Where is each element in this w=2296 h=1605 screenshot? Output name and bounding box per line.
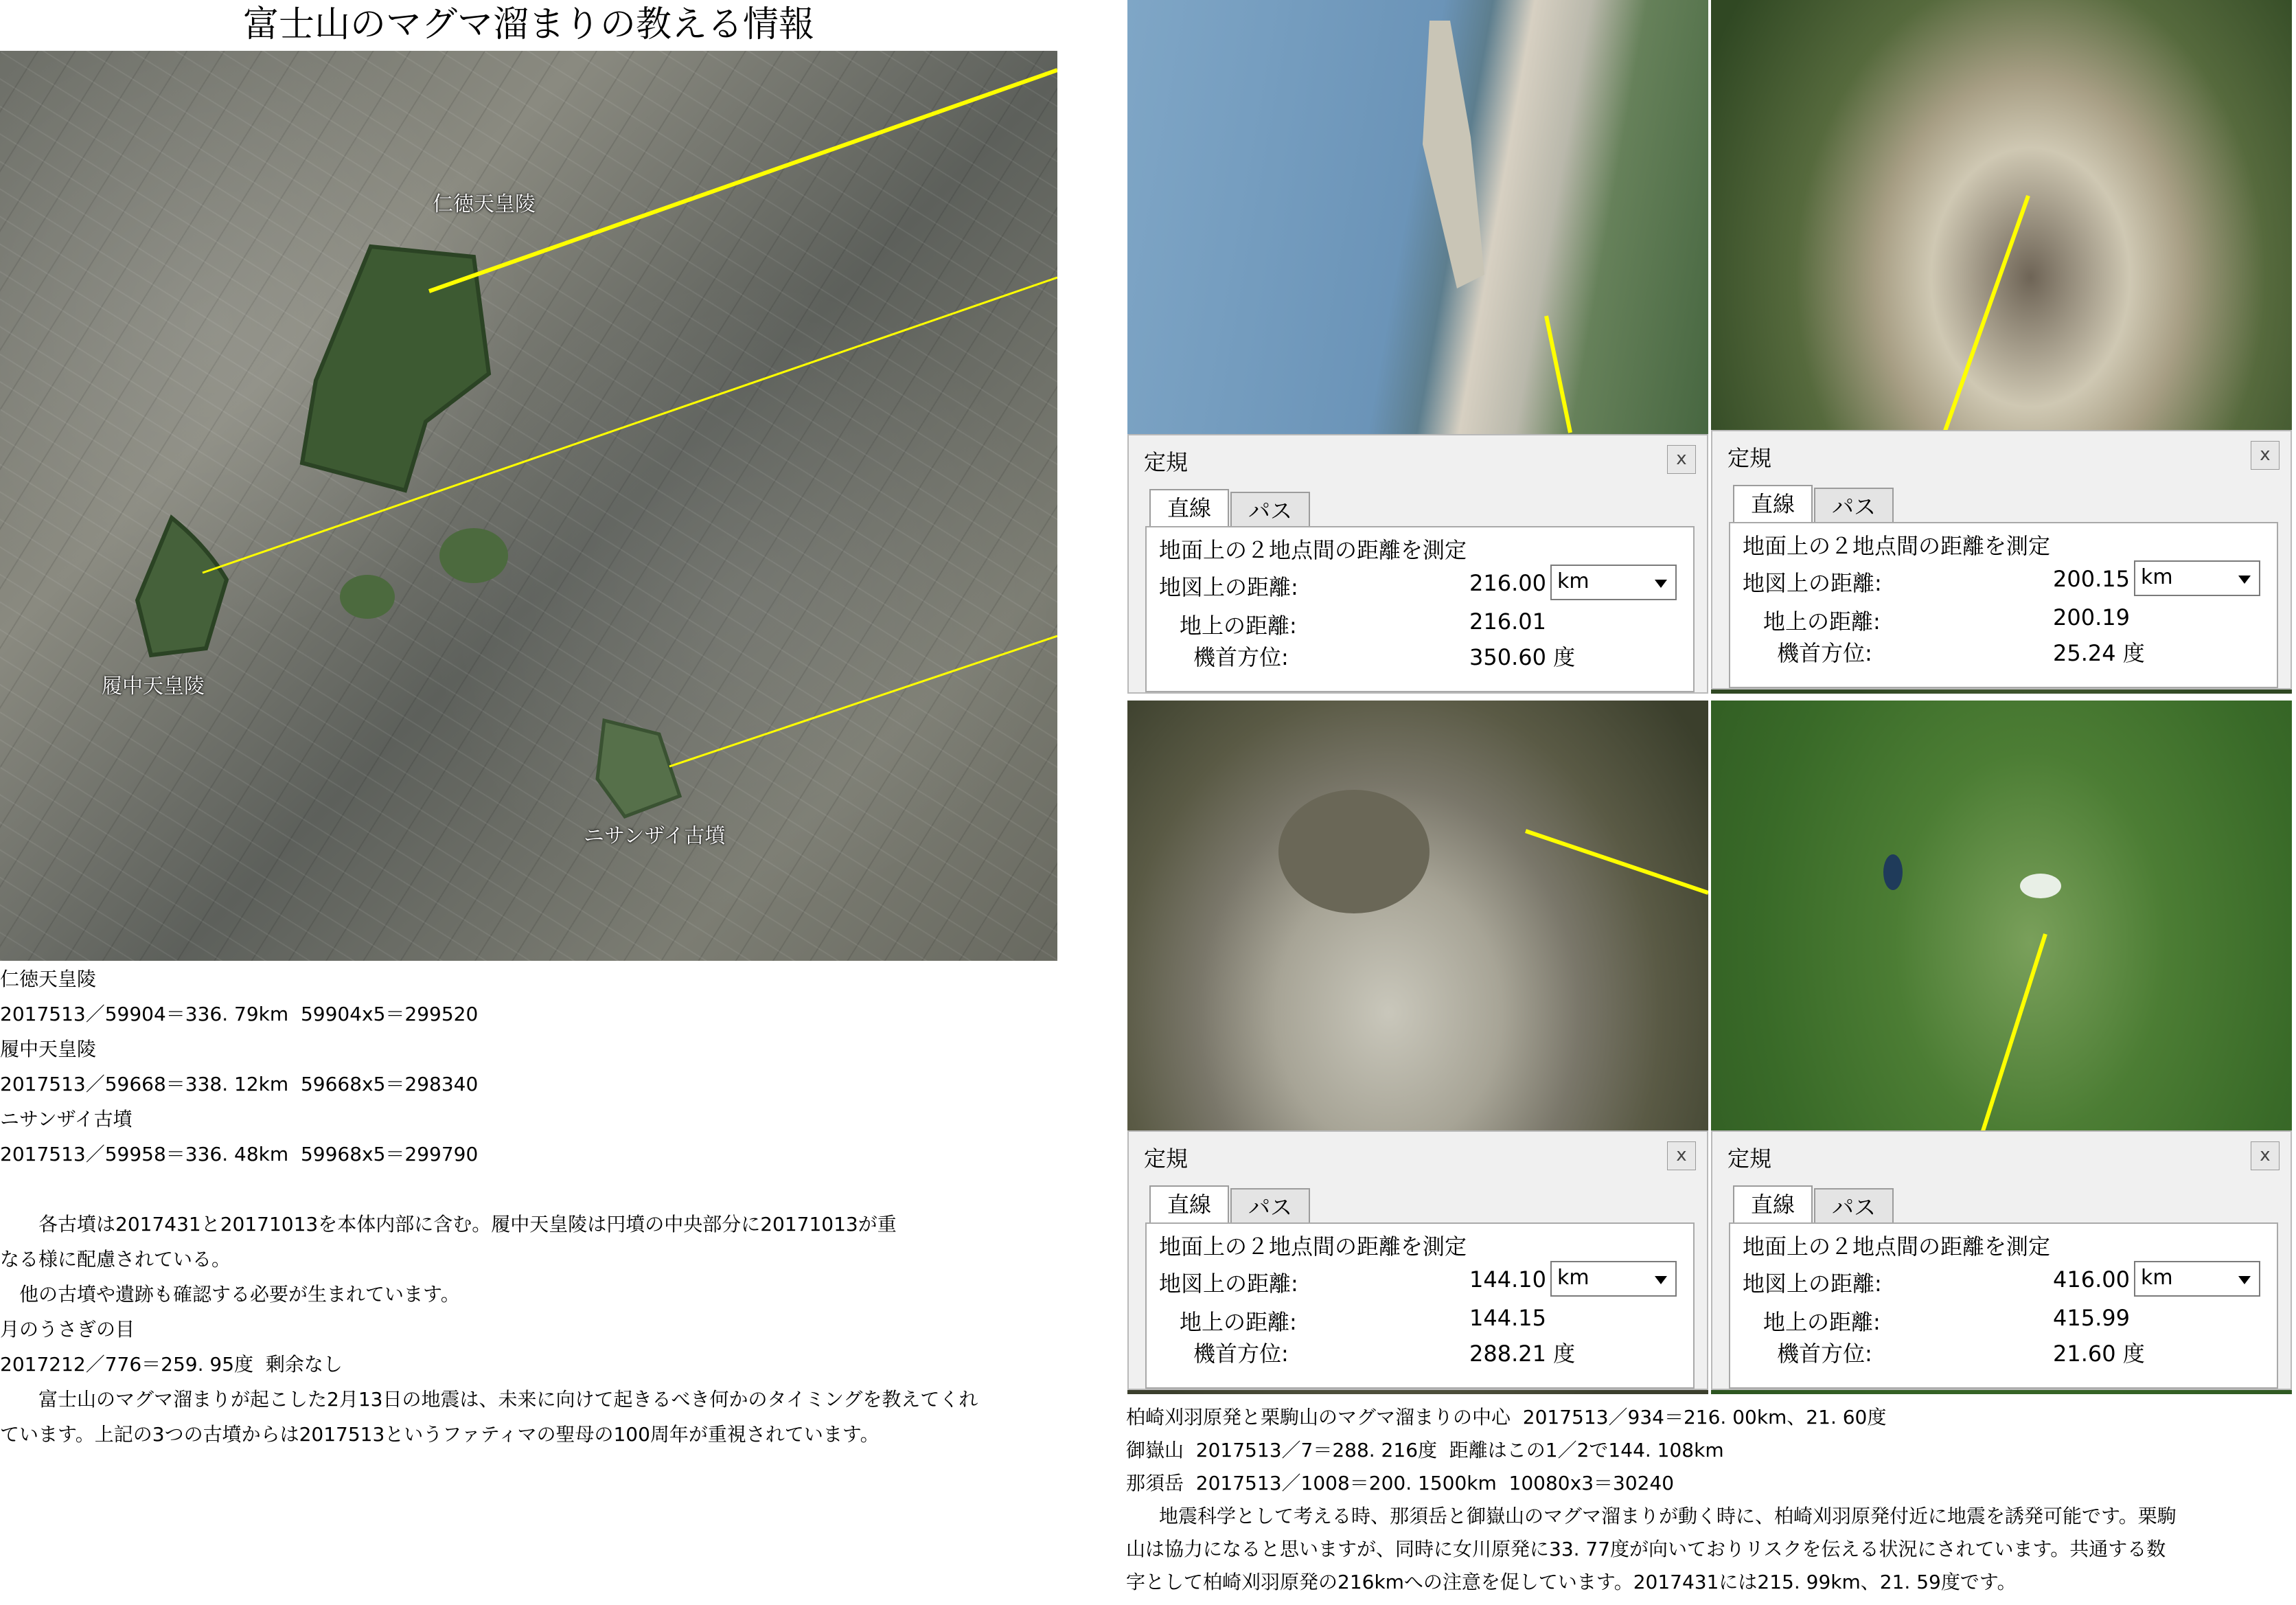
close-button[interactable]: x (1667, 445, 1696, 474)
small-kofun (439, 528, 508, 583)
text-line: 月のうさぎの目 (0, 1318, 135, 1341)
left-text-block (0, 961, 1057, 1452)
tab-line[interactable]: 直線 (1733, 1185, 1813, 1225)
text-line: 2017513／59958＝336. 48km 59968x5＝299790 (0, 1143, 479, 1165)
chevron-down-icon (2238, 1276, 2251, 1284)
map-distance-value: 200.15 (2053, 566, 2130, 592)
heading-label: 機首方位: (1777, 640, 1872, 666)
ground-distance-value: 144.15 (1469, 1305, 1546, 1331)
panel-kashiwazaki (1127, 0, 1708, 694)
tab-path[interactable]: パス (1814, 488, 1894, 525)
measure-line (1982, 934, 2045, 1133)
description: 地面上の２地点間の距離を測定 (1159, 1233, 1467, 1260)
measure-line (1526, 831, 1708, 893)
tab-path[interactable]: パス (1230, 1188, 1310, 1225)
satellite-map-sakai[interactable] (0, 51, 1057, 961)
close-button[interactable]: x (1667, 1141, 1696, 1170)
text-line: 各古墳は2017431と20171013を本体内部に含む。履中天皇陵は円墳の中央部分に20171013が重 (38, 1213, 897, 1236)
dialog-body (1729, 1222, 2278, 1389)
map-distance-label: 地図上の距離: (1743, 570, 1882, 596)
nisanzai-kofun (597, 720, 680, 817)
lake (1883, 854, 1903, 890)
ground-distance-value: 216.01 (1469, 608, 1546, 635)
ruler-dialog (1711, 430, 2292, 690)
text-line: 他の古墳や遺跡も確認する必要が生まれています。 (19, 1283, 460, 1306)
text-line: 2017513／59668＝338. 12km 59668x5＝298340 (0, 1073, 479, 1095)
tab-bar (1149, 489, 1311, 526)
measure-line (1546, 316, 1570, 433)
text-line: 山は協力になると思いますが、同時に女川原発に33. 77度が向いておりリスクを伝える状況にされています。共通する数 (1126, 1538, 2166, 1560)
small-kofun (340, 575, 395, 619)
heading-label: 機首方位: (1193, 644, 1289, 670)
tab-line[interactable]: 直線 (1733, 485, 1813, 525)
text-line: 2017212／776＝259. 95度 剰余なし (0, 1353, 343, 1376)
description: 地面上の２地点間の距離を測定 (1743, 533, 2051, 559)
chevron-down-icon (2238, 576, 2251, 584)
chevron-down-icon (1655, 1276, 1667, 1284)
sat-overlay (1711, 701, 2292, 1140)
close-button[interactable]: x (2251, 441, 2280, 470)
ruler-dialog (1127, 1130, 1708, 1390)
tab-path[interactable]: パス (1230, 492, 1310, 529)
coast-facility (1423, 21, 1484, 288)
richu-kofun (137, 518, 227, 655)
tab-bar (1733, 1185, 1895, 1222)
ground-distance-value: 415.99 (2053, 1305, 2130, 1331)
map-distance-value: 416.00 (2053, 1266, 2130, 1293)
measure-line-nintoku (429, 70, 1057, 291)
sat-overlay (1711, 0, 2292, 440)
unit-select[interactable]: km (2134, 560, 2260, 596)
ground-distance-label: 地上の距離: (1763, 1309, 1881, 1335)
heading-label: 機首方位: (1193, 1341, 1289, 1367)
dialog-body (1145, 526, 1695, 692)
label-nisanzai: ニサンザイ古墳 (584, 824, 726, 848)
panel-kurikoma (1711, 701, 2292, 1394)
chevron-down-icon (1655, 580, 1667, 588)
heading-value: 21.60 度 (2053, 1341, 2145, 1367)
nintoku-kofun (302, 247, 489, 490)
unit-select[interactable]: km (2134, 1261, 2260, 1297)
text-line: 御嶽山 2017513／7＝288. 216度 距離はこの1／2で144. 108km (1126, 1439, 1724, 1461)
dialog-title: 定規 (1144, 449, 1189, 475)
tab-bar (1149, 1185, 1311, 1222)
unit-select[interactable]: km (1550, 565, 1677, 600)
label-nintoku: 仁徳天皇陵 (433, 192, 536, 216)
map-distance-value: 144.10 (1469, 1266, 1546, 1293)
map-distance-value: 216.00 (1469, 570, 1546, 596)
label-richu: 履中天皇陵 (102, 674, 205, 698)
close-button[interactable]: x (2251, 1141, 2280, 1170)
dialog-title: 定規 (1144, 1146, 1189, 1172)
right-text-block (1126, 1401, 2296, 1599)
ruler-dialog (1127, 434, 1708, 694)
text-line: 地震科学として考える時、那須岳と御嶽山のマグマ溜まりが動く時に、柏崎刈羽原発付近に地震を誘発可能です。栗駒 (1159, 1505, 2177, 1527)
text-line: 柏崎刈羽原発と栗駒山のマグマ溜まりの中心 2017513／934＝216. 00km、21. 60度 (1126, 1406, 1887, 1428)
sat-overlay (1127, 701, 1708, 1140)
map-distance-label: 地図上の距離: (1159, 1271, 1298, 1297)
heading-value: 288.21 度 (1469, 1341, 1576, 1367)
heading-value: 25.24 度 (2053, 640, 2145, 666)
dialog-body (1729, 522, 2278, 688)
description: 地面上の２地点間の距離を測定 (1743, 1233, 2051, 1260)
tab-line[interactable]: 直線 (1149, 489, 1229, 529)
text-line: 那須岳 2017513／1008＝200. 1500km 10080x3＝30240 (1126, 1472, 1675, 1494)
unit-select[interactable]: km (1550, 1261, 1677, 1297)
dialog-title: 定規 (1727, 1146, 1772, 1172)
dialog-title: 定規 (1727, 445, 1772, 471)
text-line: 富士山のマグマ溜まりが起こした2月13日の地震は、未来に向けて起きるべき何かのタイミングを教えてくれ (38, 1388, 978, 1411)
measure-line-nisanzai (669, 636, 1057, 766)
ground-distance-label: 地上の距離: (1180, 613, 1297, 639)
panel-nasu (1711, 0, 2292, 694)
crater (1278, 790, 1430, 913)
tab-path[interactable]: パス (1814, 1188, 1894, 1225)
tab-bar (1733, 485, 1895, 522)
ground-distance-value: 200.19 (2053, 604, 2130, 630)
text-line: ています。上記の3つの古墳からは2017513というファティマの聖母の100周年が重視されています。 (0, 1423, 880, 1446)
measure-line (1944, 196, 2028, 433)
text-line: 字として柏崎刈羽原発の216kmへの注意を促しています。2017431には215. 99km、21. 59度です。 (1126, 1571, 2017, 1593)
page-title: 富士山のマグマ溜まりの教える情報 (242, 4, 814, 45)
ground-distance-label: 地上の距離: (1180, 1309, 1297, 1335)
map-distance-label: 地図上の距離: (1743, 1271, 1882, 1297)
sat-overlay (1127, 0, 1708, 440)
text-line: ニサンザイ古墳 (0, 1108, 133, 1130)
ground-distance-label: 地上の距離: (1763, 608, 1881, 635)
text-line: 仁徳天皇陵 (0, 968, 97, 990)
ruler-dialog (1711, 1130, 2292, 1390)
text-line: なる様に配慮されている。 (0, 1248, 231, 1271)
heading-label: 機首方位: (1777, 1341, 1872, 1367)
spacer (0, 1172, 1057, 1207)
panel-ontake (1127, 701, 1708, 1394)
map-distance-label: 地図上の距離: (1159, 574, 1298, 600)
text-line: 2017513／59904＝336. 79km 59904x5＝299520 (0, 1003, 479, 1025)
text-line: 履中天皇陵 (0, 1038, 97, 1060)
description: 地面上の２地点間の距離を測定 (1159, 537, 1467, 563)
tab-line[interactable]: 直線 (1149, 1185, 1229, 1225)
heading-value: 350.60 度 (1469, 644, 1576, 670)
snow-patch (2020, 874, 2061, 898)
dialog-body (1145, 1222, 1695, 1389)
